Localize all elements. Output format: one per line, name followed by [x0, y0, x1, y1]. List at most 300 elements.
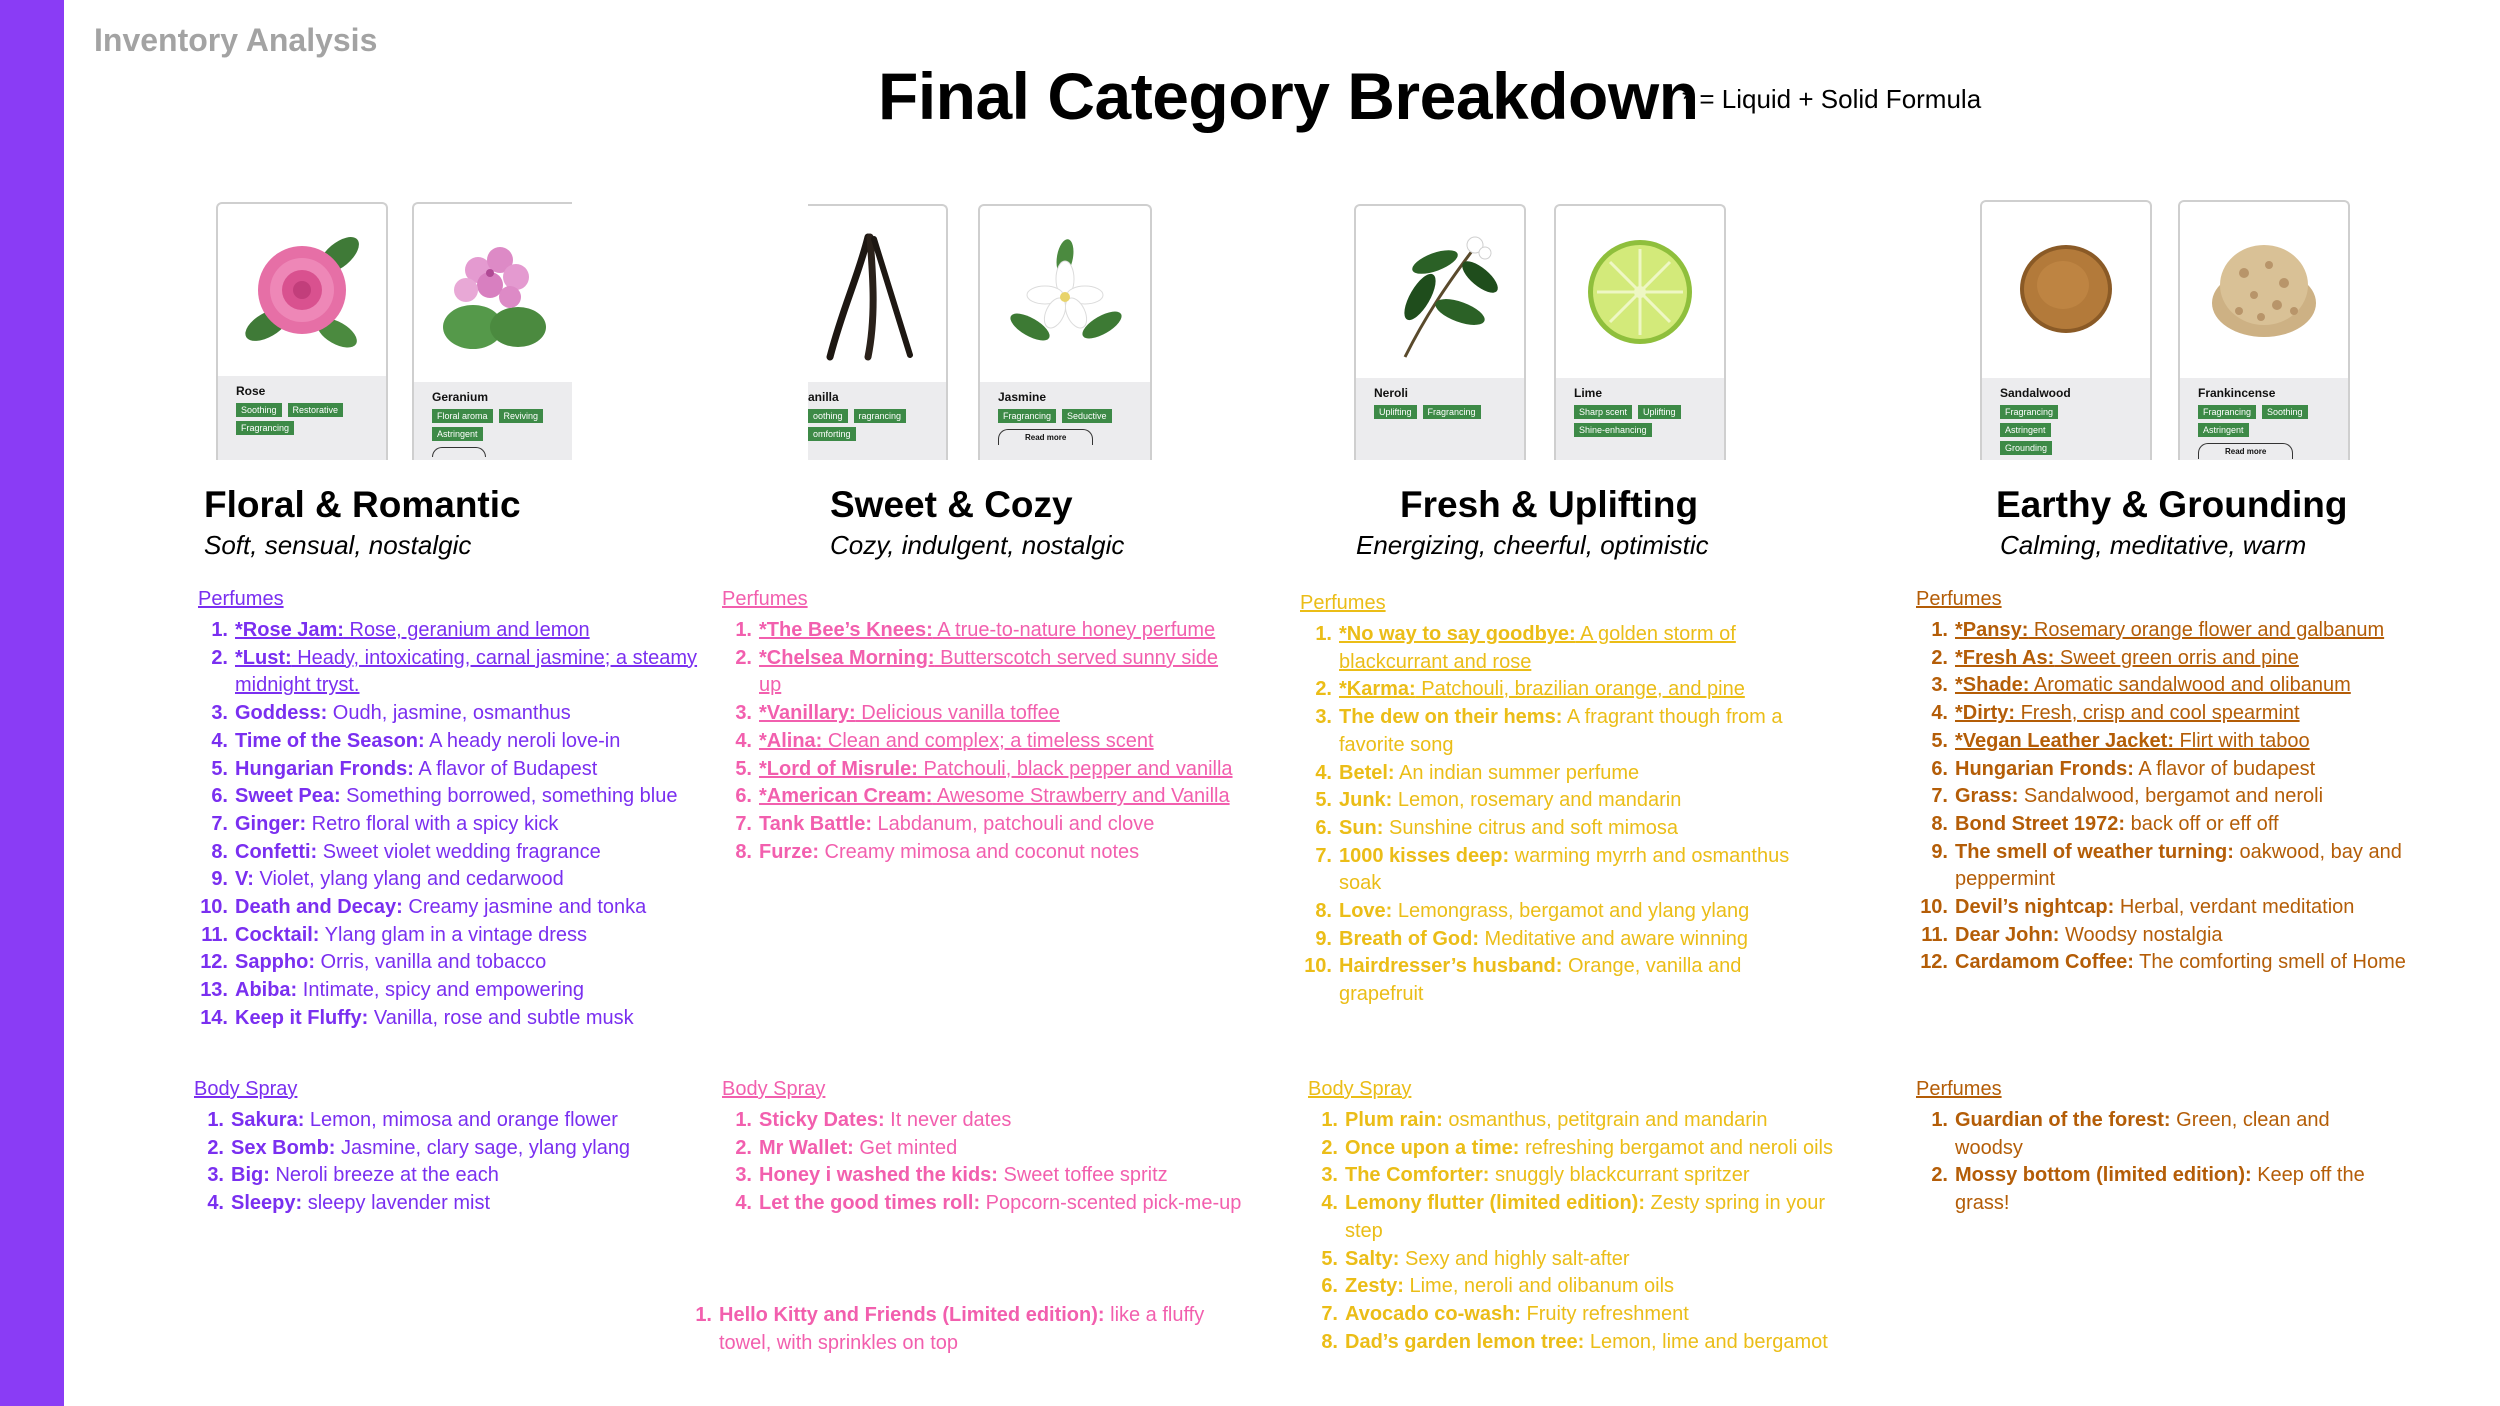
item-number: 2.: [207, 1136, 224, 1159]
product-name: Guardian of the forest:: [1955, 1109, 2171, 1131]
neroli-branch-icon: [1356, 206, 1524, 378]
item-text: [235, 922, 698, 950]
product-description: Jasmine, clary sage, ylang ylang: [335, 1136, 631, 1159]
product-list-item: [1916, 811, 2436, 839]
product-description: The comforting smell of Home: [2133, 951, 2406, 974]
item-text: [1955, 1162, 2396, 1217]
section-heading[interactable]: Body Spray: [722, 1078, 826, 1100]
product-name: *Lust:: [235, 646, 292, 669]
product-list-item: [198, 894, 698, 922]
ingredient-card-info: [1982, 378, 2150, 460]
item-number: 10.: [1920, 896, 1948, 919]
product-name: *Shade:: [1955, 674, 2030, 697]
item-text: [759, 783, 1242, 811]
item-text: [759, 1107, 1242, 1135]
item-text: [235, 700, 698, 728]
product-description: It never dates: [884, 1109, 1012, 1131]
ingredient-tag: Soothing: [236, 403, 282, 417]
product-description: Zesty spring in your step: [1345, 1192, 1826, 1242]
product-list-item: [1916, 839, 2436, 894]
item-number: 3.: [1931, 674, 1948, 697]
product-list-item: [684, 1302, 1224, 1357]
item-text: [759, 811, 1242, 839]
item-text: [235, 949, 698, 977]
product-list-item: [1300, 898, 1830, 926]
frankincense-resin-icon: [2180, 202, 2348, 374]
product-description: warming myrrh and osmanthus soak: [1339, 844, 1790, 895]
item-number: 8.: [211, 840, 228, 863]
product-list-item: [1300, 787, 1830, 815]
ingredient-card-info: [808, 382, 946, 460]
product-list: [722, 617, 1242, 866]
sweet-perfumes-section: [722, 588, 1242, 866]
product-list-item[interactable]: [198, 617, 698, 645]
product-list-item: [198, 783, 698, 811]
ingredient-tag: Fragrancing: [2000, 405, 2058, 419]
product-list-item: [194, 1107, 654, 1135]
product-name: Death and Decay:: [235, 896, 403, 919]
item-text: [1955, 894, 2436, 922]
product-list-item: [1308, 1107, 1848, 1135]
product-list-item[interactable]: [1916, 700, 2436, 728]
category-subtitle-fresh: Energizing, cheerful, optimistic: [1356, 530, 1709, 560]
item-number: 1.: [735, 1109, 752, 1131]
item-number: 5.: [1321, 1247, 1338, 1270]
item-number: 3.: [1321, 1164, 1338, 1187]
ingredient-card-frankincense[interactable]: [2178, 200, 2350, 460]
earthy-limited-perfumes-section: [1916, 1078, 2396, 1218]
item-number: 6.: [1931, 757, 1948, 780]
item-text: [759, 1190, 1242, 1218]
ingredient-tag: Fragrancing: [2198, 405, 2256, 419]
product-name: Hungarian Fronds:: [235, 757, 414, 780]
item-text: [759, 700, 1242, 728]
ingredient-tag: Fragrancing: [998, 409, 1056, 423]
product-list-item: [1916, 894, 2436, 922]
product-description: A flavor of Budapest: [413, 757, 598, 780]
section-heading[interactable]: Perfumes: [1300, 592, 1386, 614]
product-name: Cocktail:: [235, 923, 320, 946]
item-number: 4.: [1931, 702, 1948, 725]
ingredient-card-vanilla[interactable]: [808, 204, 948, 460]
page-title: Final Category Breakdown: [878, 59, 1699, 133]
ingredient-tag: Grounding: [2000, 441, 2052, 455]
sweet-body-spray-section: [722, 1078, 1242, 1218]
item-number: 1.: [695, 1304, 712, 1326]
product-description: Delicious vanilla toffee: [855, 702, 1060, 725]
section-heading[interactable]: Body Spray: [194, 1078, 298, 1100]
product-description: back off or eff off: [2125, 812, 2279, 835]
product-name: Furze:: [759, 840, 819, 863]
item-number: 1.: [1315, 623, 1332, 645]
product-description: Meditative and aware winning: [1479, 927, 1749, 950]
ingredient-name: Geranium: [432, 390, 489, 404]
product-name: *The Bee’s Knees:: [759, 619, 933, 641]
ingredient-tag: Fragrancing: [1423, 405, 1481, 419]
product-description: Vanilla, rose and subtle musk: [368, 1006, 634, 1029]
product-name: Dear John:: [1955, 923, 2060, 946]
product-name: *Fresh As:: [1955, 646, 2055, 669]
product-list-item[interactable]: [1300, 676, 1830, 704]
product-name: Sappho:: [235, 951, 315, 974]
item-number: 4.: [1315, 761, 1332, 784]
item-text: [1345, 1329, 1848, 1357]
item-number: 7.: [1315, 844, 1332, 867]
product-list-item[interactable]: [1916, 728, 2436, 756]
product-description: snuggly blackcurrant spritzer: [1489, 1164, 1750, 1187]
item-number: 1.: [1931, 1109, 1948, 1131]
ingredient-tag: Shine-enhancing: [1574, 423, 1652, 437]
ingredient-card-sandalwood[interactable]: [1980, 200, 2152, 460]
product-name: Once upon a time:: [1345, 1136, 1520, 1159]
product-list-item: [722, 1162, 1242, 1190]
item-text: [235, 866, 698, 894]
product-description: Orange, vanilla and grapefruit: [1339, 955, 1742, 1006]
product-description: oakwood, bay and peppermint: [1955, 840, 2402, 891]
product-description: Popcorn-scented pick-me-up: [980, 1192, 1242, 1215]
product-description: Rose, geranium and lemon: [343, 619, 590, 641]
item-text: [1345, 1273, 1848, 1301]
product-description: Flirt with taboo: [2174, 729, 2310, 752]
product-description: Lime, neroli and olibanum oils: [1403, 1275, 1675, 1298]
ingredient-card-info: [1356, 378, 1524, 460]
item-text: [1955, 756, 2436, 784]
item-number: 1.: [1931, 619, 1948, 641]
item-text: [1339, 621, 1830, 676]
item-number: 2.: [1321, 1136, 1338, 1159]
product-description: A flavor of budapest: [2133, 757, 2316, 780]
product-name: Lemony flutter (limited edition):: [1345, 1192, 1645, 1215]
product-list-item[interactable]: [1916, 645, 2436, 673]
ingredient-tag: Astringent: [2198, 423, 2249, 437]
ingredient-card-info: [980, 382, 1150, 460]
product-description: Clean and complex; a timeless scent: [822, 729, 1154, 752]
category-title-sweet: Sweet & Cozy: [830, 484, 1073, 525]
item-number: 4.: [735, 1192, 752, 1215]
floral-body-spray-section: [194, 1078, 654, 1218]
product-description: sleepy lavender mist: [302, 1192, 491, 1215]
item-text: [759, 617, 1242, 645]
product-list: [1300, 621, 1830, 1009]
product-list-item[interactable]: [722, 756, 1242, 784]
product-name: Sex Bomb:: [231, 1136, 336, 1159]
product-list-item: [1300, 843, 1830, 898]
product-list-item: [722, 1190, 1242, 1218]
item-text: [1345, 1301, 1848, 1329]
jasmine-flower-icon: [980, 206, 1150, 378]
product-description: Oudh, jasmine, osmanthus: [327, 702, 571, 725]
product-description: Butterscotch served sunny side up: [759, 646, 1219, 697]
product-name: The Comforter:: [1345, 1164, 1490, 1187]
product-list-item: [198, 866, 698, 894]
item-text: [759, 756, 1242, 784]
earthy-perfumes-section: [1916, 588, 2436, 977]
item-number: 12.: [1920, 951, 1948, 974]
product-list: [198, 617, 698, 1033]
item-number: 1.: [211, 619, 228, 641]
product-name: *Alina:: [759, 729, 823, 752]
product-list: [684, 1302, 1224, 1357]
item-number: 7.: [735, 812, 752, 835]
product-name: Hairdresser’s husband:: [1339, 955, 1563, 978]
product-name: Love:: [1339, 900, 1393, 923]
product-list-item[interactable]: [1300, 621, 1830, 676]
product-description: Heady, intoxicating, carnal jasmine; a steamy midnight tryst.: [235, 646, 698, 697]
ingredient-tag: Floral aroma: [432, 409, 493, 423]
product-description: A heady neroli love-in: [424, 729, 621, 752]
item-number: 8.: [735, 840, 752, 863]
ingredient-card-rose[interactable]: [216, 202, 388, 460]
product-name: Plum rain:: [1345, 1109, 1443, 1131]
item-text: [759, 728, 1242, 756]
product-name: Mr Wallet:: [759, 1136, 854, 1159]
item-number: 10.: [1304, 955, 1332, 978]
product-name: *Lord of Misrule:: [759, 757, 918, 780]
product-description: An indian summer perfume: [1394, 761, 1640, 784]
item-number: 7.: [211, 812, 228, 835]
item-text: [1339, 760, 1830, 788]
product-description: refreshing bergamot and neroli oils: [1519, 1136, 1833, 1159]
product-description: Lemon, mimosa and orange flower: [304, 1109, 618, 1131]
product-list-item[interactable]: [722, 783, 1242, 811]
item-text: [1339, 926, 1830, 954]
product-description: Sweet violet wedding fragrance: [317, 840, 601, 863]
product-list-item: [1308, 1135, 1848, 1163]
product-list-item: [1916, 1107, 2396, 1162]
product-description: Lemon, rosemary and mandarin: [1392, 789, 1682, 812]
ingredient-tag: Uplifting: [1638, 405, 1681, 419]
item-number: 3.: [207, 1164, 224, 1187]
section-heading[interactable]: Perfumes: [198, 588, 284, 610]
product-list-item[interactable]: [722, 700, 1242, 728]
product-description: Awesome Strawberry and Vanilla: [932, 785, 1230, 808]
product-list-item[interactable]: [1916, 672, 2436, 700]
item-text: [1955, 811, 2436, 839]
product-list-item: [1916, 756, 2436, 784]
item-number: 2.: [211, 646, 228, 669]
product-list: [1308, 1107, 1848, 1356]
ingredient-tag: omforting: [808, 427, 856, 441]
item-text: [1345, 1135, 1848, 1163]
item-number: 5.: [211, 757, 228, 780]
ingredient-tag: Reviving: [499, 409, 544, 423]
item-number: 4.: [735, 729, 752, 752]
product-list: [194, 1107, 654, 1218]
product-name: Hello Kitty and Friends (Limited edition):: [719, 1304, 1105, 1326]
item-text: [759, 839, 1242, 867]
product-description: Green, clean and woodsy: [1955, 1109, 2330, 1159]
ingredient-card-info: [1556, 378, 1724, 460]
section-heading[interactable]: Perfumes: [1916, 588, 2002, 610]
item-text: [231, 1107, 654, 1135]
product-list-item: [1308, 1246, 1848, 1274]
item-text: [1955, 783, 2436, 811]
product-name: Sticky Dates:: [759, 1109, 885, 1131]
product-description: Labdanum, patchouli and clove: [871, 812, 1155, 835]
item-number: 6.: [735, 785, 752, 808]
product-description: Woodsy nostalgia: [2059, 923, 2223, 946]
product-name: *No way to say goodbye:: [1339, 623, 1576, 645]
product-description: like a fluffy towel, with sprinkles on top: [719, 1304, 1205, 1354]
product-list: [1916, 1107, 2396, 1218]
item-number: 5.: [735, 757, 752, 780]
read-more-button[interactable]: Read more: [998, 429, 1093, 445]
geranium-flower-icon: [414, 204, 572, 376]
product-list-item: [198, 756, 698, 784]
product-list-item: [722, 1135, 1242, 1163]
product-description: A true-to-nature honey perfume: [932, 619, 1216, 641]
product-name: Zesty:: [1345, 1275, 1404, 1298]
item-number: 9.: [211, 868, 228, 891]
ingredient-name: Rose: [236, 384, 266, 398]
item-text: [1339, 676, 1830, 704]
item-text: [1339, 815, 1830, 843]
item-number: 11.: [201, 923, 228, 946]
item-text: [235, 728, 698, 756]
item-text: [235, 645, 698, 700]
item-number: 3.: [1315, 706, 1332, 729]
product-list-item[interactable]: [722, 728, 1242, 756]
product-list-item: [1916, 783, 2436, 811]
item-number: 2.: [1931, 1164, 1948, 1187]
category-subtitle-earthy: Calming, meditative, warm: [2000, 530, 2307, 560]
product-list-item: [1916, 949, 2436, 977]
ingredient-card-info: [218, 376, 386, 460]
product-list-item: [198, 728, 698, 756]
product-description: Ylang glam in a vintage dress: [319, 923, 588, 946]
item-text: [1339, 898, 1830, 926]
item-text: [231, 1162, 654, 1190]
product-list-item[interactable]: [722, 617, 1242, 645]
item-number: 9.: [1315, 927, 1332, 950]
ingredient-card-info: [2180, 378, 2348, 460]
item-text: [1955, 949, 2436, 977]
product-description: Intimate, spicy and empowering: [297, 979, 585, 1002]
item-number: 10.: [200, 896, 228, 919]
ingredient-tag: Sharp scent: [1574, 405, 1632, 419]
item-text: [1339, 787, 1830, 815]
product-list-item[interactable]: [1916, 617, 2436, 645]
lime-slice-icon: [1556, 206, 1724, 378]
product-name: Junk:: [1339, 789, 1393, 812]
ingredient-tag: ragrancing: [854, 409, 907, 423]
item-text: [1955, 922, 2436, 950]
product-name: *Chelsea Morning:: [759, 646, 935, 669]
section-heading[interactable]: Perfumes: [1916, 1078, 2002, 1100]
product-list-item: [1308, 1162, 1848, 1190]
fresh-body-spray-section: [1308, 1078, 1848, 1356]
product-name: *American Cream:: [759, 785, 933, 808]
item-text: [235, 811, 698, 839]
product-list: [1916, 617, 2436, 977]
section-heading[interactable]: Body Spray: [1308, 1078, 1412, 1100]
ingredient-tag: Uplifting: [1374, 405, 1417, 419]
product-list-item: [198, 922, 698, 950]
product-name: The smell of weather turning:: [1955, 840, 2234, 863]
product-name: Sakura:: [231, 1109, 305, 1131]
item-text: [1339, 843, 1830, 898]
product-description: Retro floral with a spicy kick: [306, 812, 559, 835]
product-description: Lemon, lime and bergamot: [1584, 1330, 1828, 1353]
item-number: 6.: [1321, 1275, 1338, 1298]
item-number: 2.: [735, 1136, 752, 1159]
product-name: Keep it Fluffy:: [235, 1006, 369, 1029]
product-name: Avocado co-wash:: [1345, 1302, 1521, 1325]
product-description: Sweet green orris and pine: [2054, 646, 2299, 669]
product-name: Bond Street 1972:: [1955, 812, 2126, 835]
section-heading[interactable]: Perfumes: [722, 588, 808, 610]
item-text: [231, 1135, 654, 1163]
product-name: 1000 kisses deep:: [1339, 844, 1510, 867]
product-name: Goddess:: [235, 702, 328, 725]
product-list-item[interactable]: [198, 645, 698, 700]
product-list-item: [1300, 815, 1830, 843]
ingredient-tag: Fragrancing: [236, 421, 294, 435]
rose-flower-icon: [218, 204, 386, 376]
item-text: [235, 894, 698, 922]
product-name: *Rose Jam:: [235, 619, 344, 641]
item-text: [235, 1005, 698, 1033]
product-name: Cardamom Coffee:: [1955, 951, 2134, 974]
product-list-item: [1300, 760, 1830, 788]
read-more-button[interactable]: Read more: [2198, 443, 2293, 459]
product-name: *Pansy:: [1955, 619, 2029, 641]
product-list-item[interactable]: [722, 645, 1242, 700]
ingredient-card-lime[interactable]: [1554, 204, 1726, 460]
item-number: 5.: [1931, 729, 1948, 752]
product-list-item: [1300, 704, 1830, 759]
item-text: [1955, 645, 2436, 673]
product-name: Confetti:: [235, 840, 318, 863]
product-name: Honey i washed the kids:: [759, 1164, 998, 1187]
product-list-item: [1916, 922, 2436, 950]
ingredient-card-neroli[interactable]: [1354, 204, 1526, 460]
product-list-item: [722, 839, 1242, 867]
product-name: Sweet Pea:: [235, 785, 341, 808]
product-description: Fruity refreshment: [1520, 1302, 1689, 1325]
product-name: Sleepy:: [231, 1192, 303, 1215]
ingredient-name: Lime: [1574, 386, 1603, 400]
product-name: Mossy bottom (limited edition):: [1955, 1164, 2252, 1187]
ingredient-tag: Seductive: [1062, 409, 1112, 423]
product-description: Creamy jasmine and tonka: [402, 896, 647, 919]
product-description: Sexy and highly salt-after: [1399, 1247, 1630, 1270]
item-text: [1955, 1107, 2396, 1162]
product-list-item: [194, 1162, 654, 1190]
ingredient-tag: Astringent: [2000, 423, 2051, 437]
product-description: Something borrowed, something blue: [340, 785, 678, 808]
product-description: Aromatic sandalwood and olibanum: [2029, 674, 2351, 697]
product-description: Sunshine citrus and soft mimosa: [1383, 816, 1679, 839]
category-title-earthy: Earthy & Grounding: [1996, 484, 2348, 525]
item-number: 7.: [1931, 785, 1948, 808]
product-list-item: [722, 1107, 1242, 1135]
ingredient-card-jasmine[interactable]: [978, 204, 1152, 460]
item-text: [235, 977, 698, 1005]
vanilla-pod-icon: [808, 206, 946, 378]
item-text: [231, 1190, 654, 1218]
item-number: 8.: [1931, 812, 1948, 835]
ingredient-card-geranium[interactable]: [412, 202, 572, 460]
item-number: 4.: [207, 1192, 224, 1215]
product-name: Time of the Season:: [235, 729, 425, 752]
read-more-button[interactable]: [432, 447, 486, 457]
ingredient-tag: Astringent: [432, 427, 483, 441]
product-name: *Dirty:: [1955, 702, 2016, 725]
product-name: *Vegan Leather Jacket:: [1955, 729, 2174, 752]
item-text: [235, 783, 698, 811]
item-text: [1345, 1162, 1848, 1190]
